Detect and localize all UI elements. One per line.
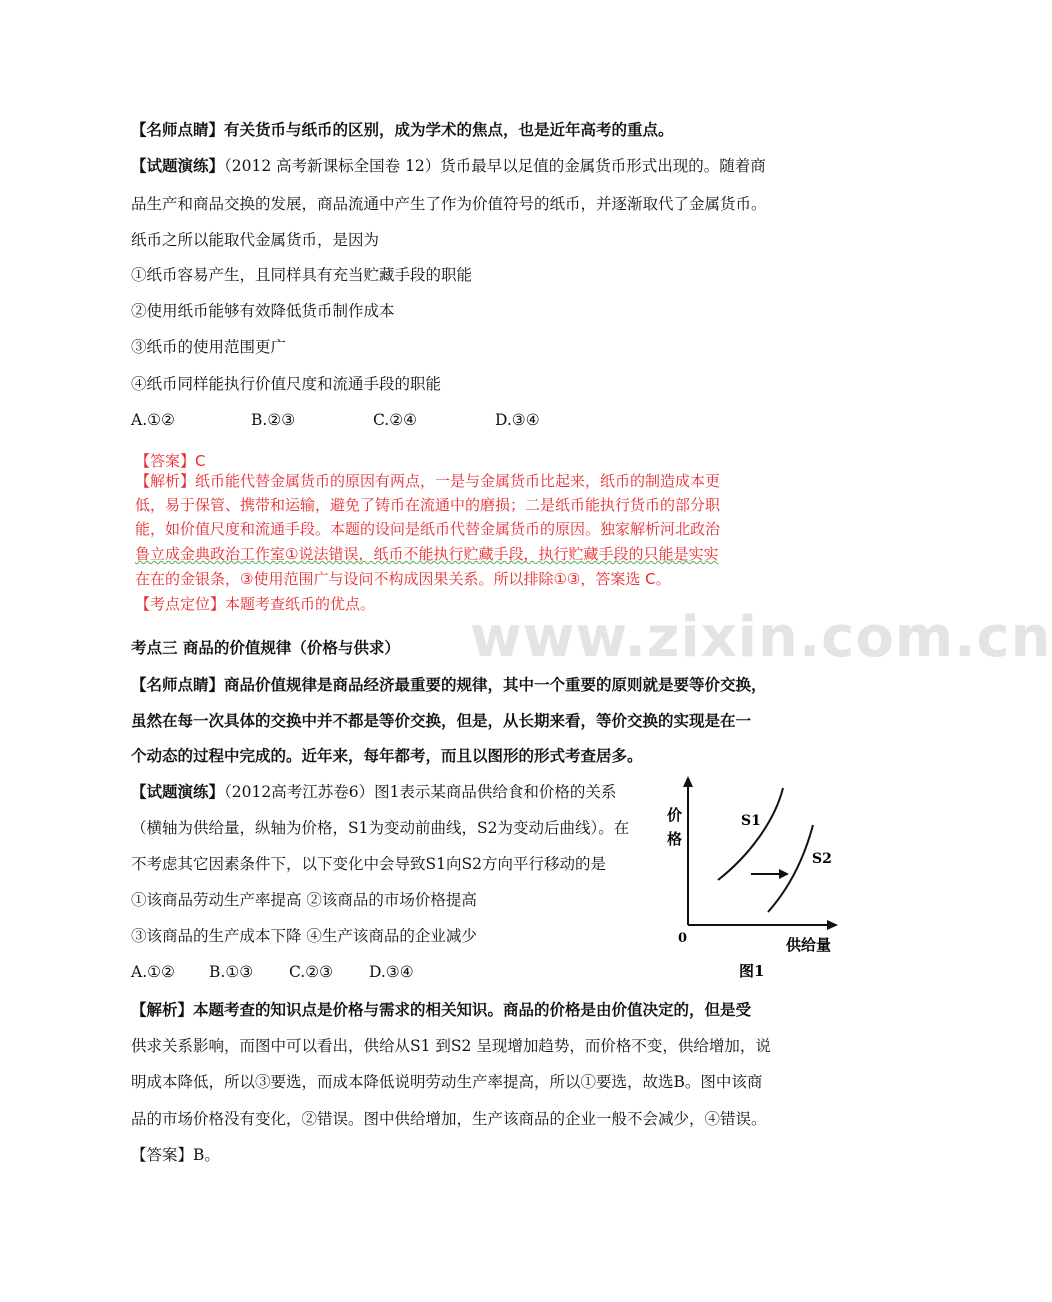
option-d: D.③④	[369, 963, 414, 981]
origin-label: 0	[678, 931, 688, 946]
x-axis-arrow	[827, 920, 838, 930]
analysis-line-text: 鲁立成金典政治工作室①说法错误，纸币不能执行贮藏手段，执行贮藏手段的只能是实实	[135, 545, 719, 563]
choice-item: ③纸币的使用范围更广	[131, 338, 287, 356]
analysis2-line	[131, 1000, 751, 1020]
choice-item: ④纸币同样能执行价值尺度和流通手段的职能	[131, 375, 442, 393]
question2-text: （2012高考江苏卷6）图1表示某商品供给食和价格的关系	[224, 783, 617, 801]
analysis2-text: 【解析】本题考查的知识点是价格与需求的相关知识。商品的价格是由价值决定的，但是受	[131, 1000, 752, 1019]
supply-price-figure	[655, 770, 845, 985]
question-line-2: 品生产和商品交换的发展，商品流通中产生了作为价值符号的纸币，并逐渐取代了金属货币。	[131, 195, 767, 213]
choice-row: ①该商品劳动生产率提高 ②该商品的市场价格提高	[131, 891, 477, 909]
answer-line: 【答案】C	[135, 452, 206, 470]
section-heading: 考点三 商品的价值规律（价格与供求）	[131, 638, 400, 657]
y-axis-arrow	[683, 776, 693, 787]
answer2-line: 【答案】B。	[131, 1146, 220, 1164]
s2-curve	[768, 825, 813, 912]
figure-caption: 图1	[739, 962, 765, 980]
analysis2-line: 品的市场价格没有变化，②错误。图中供给增加，生产该商品的企业一般不会减少，④错误。	[131, 1110, 767, 1128]
tip-line: 虽然在每一次具体的交换中并不都是等价交换，但是，从长期来看，等价交换的实现是在一	[131, 711, 752, 730]
options-row-2	[131, 962, 414, 982]
option-b: B.②③	[251, 411, 296, 429]
y-axis-label-2: 格	[667, 830, 683, 848]
choice-item: ②使用纸币能够有效降低货币制作成本	[131, 302, 395, 320]
choice-row: ③该商品的生产成本下降 ④生产该商品的企业减少	[131, 927, 477, 945]
analysis2-line: 明成本降低，所以③要选，而成本降低说明劳动生产率提高，所以①要选，故选B。图中该商	[131, 1073, 763, 1091]
shift-arrow-head	[779, 869, 789, 879]
watermark: www.zixin.com.cn	[470, 605, 1052, 670]
x-axis-label: 供给量	[786, 936, 832, 954]
tip-text: 有关货币与纸币的区别，成为学术的焦点，也是近年高考的重点。	[224, 120, 674, 139]
tip-line: 【名师点睛】商品价值规律是商品经济最重要的规律，其中一个重要的原则就是要等价交换，	[131, 675, 767, 694]
analysis-line: 【解析】纸币能代替金属货币的原因有两点，一是与金属货币比起来，纸币的制造成本更	[135, 472, 721, 490]
question-line-3: 纸币之所以能取代金属货币，是因为	[131, 231, 380, 249]
position-line: 【考点定位】本题考查纸币的优点。	[135, 595, 376, 613]
tip-line: 个动态的过程中完成的。近年来，每年都考，而且以图形的形式考查居多。	[131, 746, 643, 765]
s1-label: S1	[741, 813, 761, 829]
choice-item: ①纸币容易产生，且同样具有充当贮藏手段的职能	[131, 266, 473, 284]
option-c: C.②④	[373, 411, 418, 429]
s1-curve	[718, 788, 783, 880]
option-c: C.②③	[289, 963, 334, 981]
question-text: （2012 高考新课标全国卷 12）货币最早以足值的金属货币形式出现的。随着商	[224, 157, 766, 175]
analysis-line: 低，易于保管、携带和运输，避免了铸币在流通中的磨损；二是纸币能执行货币的部分职	[135, 496, 721, 514]
options-row	[131, 410, 540, 430]
analysis2-line: 供求关系影响，而图中可以看出，供给从S1 到S2 呈现增加趋势，而价格不变，供给增加，说	[131, 1037, 771, 1055]
analysis-line	[135, 544, 718, 564]
s2-label: S2	[812, 851, 832, 867]
option-a: A.①②	[131, 411, 175, 429]
option-a: A.①②	[131, 963, 175, 981]
analysis-line: 能，如价值尺度和流通手段。本题的设问是纸币代替金属货币的原因。独家解析河北政治	[135, 520, 721, 538]
question-tag: 【试题演练】	[131, 156, 225, 175]
option-b: B.①③	[209, 963, 254, 981]
option-d: D.③④	[495, 411, 540, 429]
y-axis-label-1: 价	[667, 806, 683, 824]
question2-tag: 【试题演练】	[131, 782, 225, 801]
tip-tag: 【名师点睛】	[131, 120, 225, 139]
question2-line-3: 不考虑其它因素条件下，以下变化中会导致S1向S2方向平行移动的是	[131, 855, 606, 873]
question2-line-1	[131, 782, 616, 802]
question-line-1	[131, 156, 766, 176]
question2-line-2: （横轴为供给量，纵轴为价格，S1为变动前曲线，S2为变动后曲线）。在	[131, 819, 630, 837]
tip-paragraph	[131, 120, 674, 140]
analysis-line: 在在的金银条，③使用范围广与设问不构成因果关系。所以排除①③，答案选 C。	[135, 570, 671, 588]
